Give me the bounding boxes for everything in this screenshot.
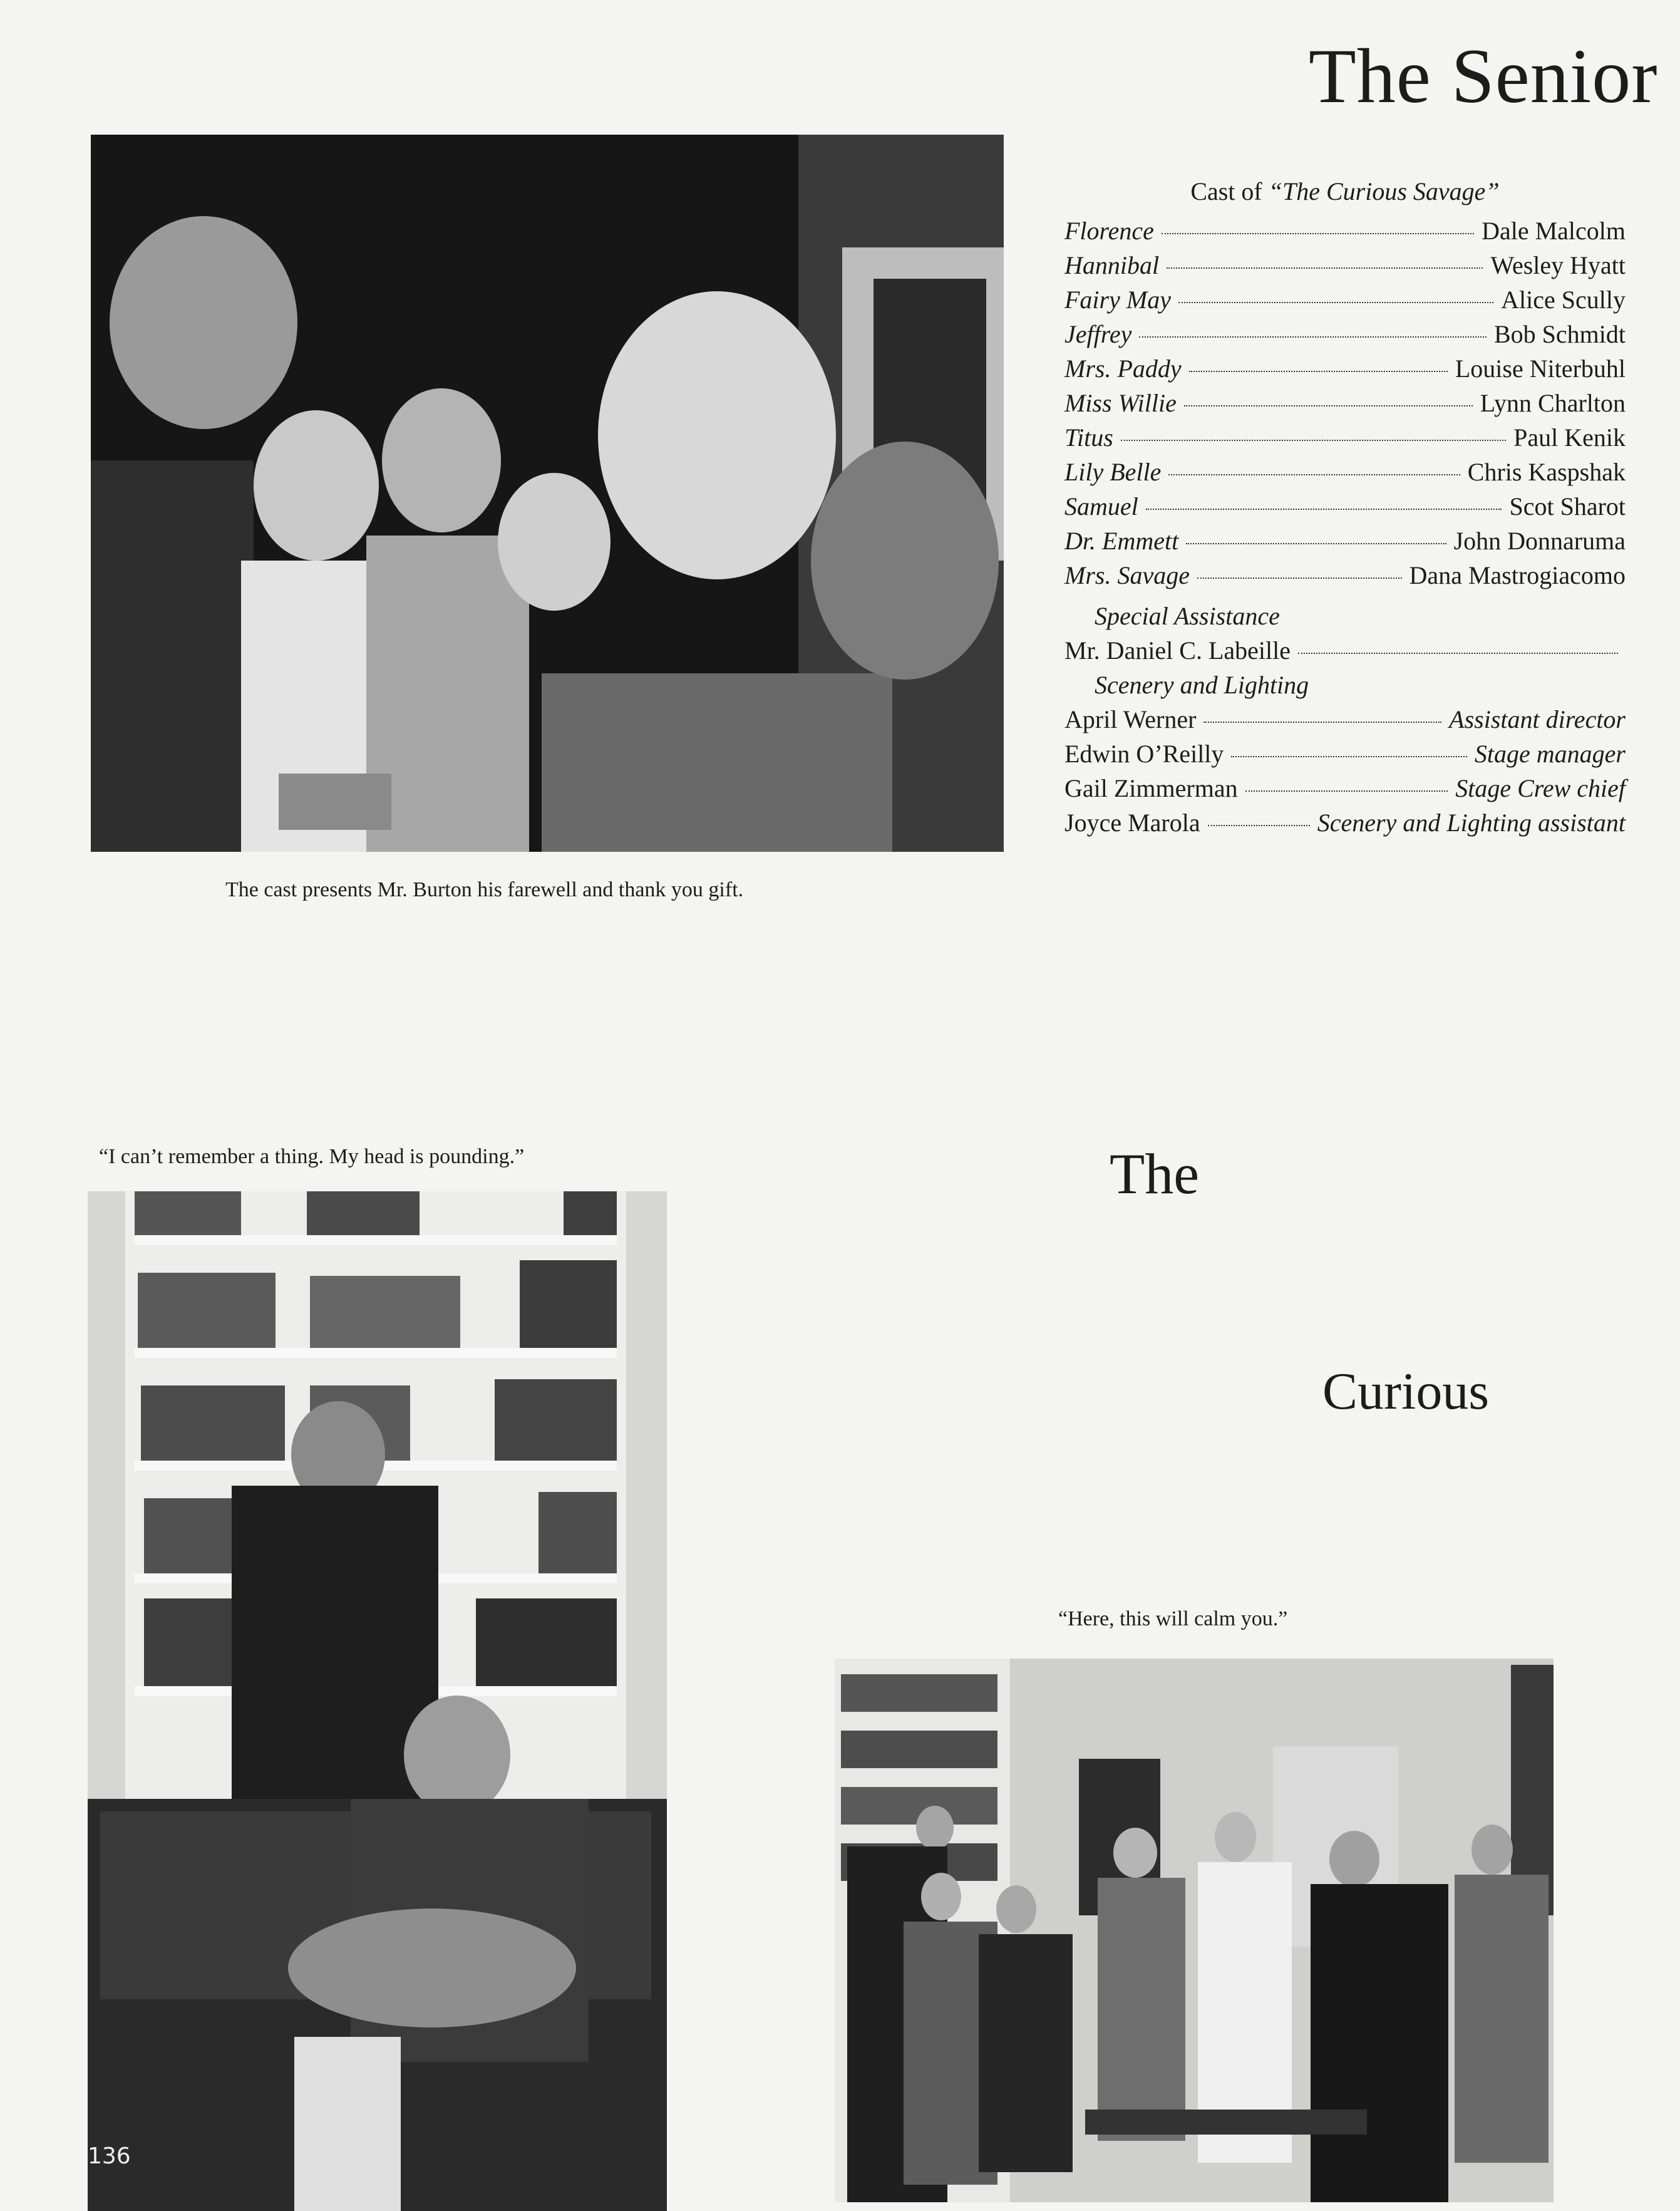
photo-caption-bottom-right: “Here, this will calm you.” [1058, 1607, 1288, 1630]
cast-role: Mrs. Savage [1064, 561, 1190, 589]
cast-list [1064, 177, 1626, 842]
cast-row [1064, 388, 1626, 423]
crew-name: Edwin O’Reilly [1064, 740, 1224, 768]
leader-dots [1184, 405, 1473, 406]
cast-actor: Lynn Charlton [1480, 389, 1626, 417]
crew-duty: Stage Crew chief [1455, 774, 1626, 802]
cast-role: Hannibal [1064, 251, 1160, 279]
crew-duty: Assistant director [1449, 705, 1626, 733]
leader-dots [1162, 233, 1474, 234]
title-word-curious: Curious [1322, 1362, 1490, 1421]
leader-dots [1189, 371, 1448, 372]
cast-row [1064, 285, 1626, 319]
cast-role: Miss Willie [1064, 389, 1177, 417]
cast-heading-prefix: Cast of [1190, 177, 1269, 205]
photo-calm-you [835, 1659, 1554, 2202]
special-assistance-row [1064, 636, 1626, 670]
cast-heading-title: “The Curious Savage” [1268, 177, 1500, 205]
leader-dots [1139, 336, 1487, 338]
leader-dots [1197, 577, 1402, 579]
cast-row [1064, 216, 1626, 251]
cast-role: Samuel [1064, 492, 1138, 520]
leader-dots [1167, 267, 1483, 269]
cast-actor: Dale Malcolm [1482, 217, 1626, 245]
cast-role: Mrs. Paddy [1064, 355, 1182, 383]
leader-dots [1298, 653, 1618, 654]
cast-actor: Scot Sharot [1509, 492, 1626, 520]
cast-row [1064, 251, 1626, 285]
leader-dots [1203, 722, 1441, 723]
cast-actor: John Donnaruma [1453, 527, 1626, 555]
photo-cast-gift [91, 135, 1004, 852]
leader-dots [1178, 302, 1493, 303]
cast-heading [1064, 177, 1626, 206]
title-word-the: The [1110, 1142, 1200, 1206]
cast-role: Lily Belle [1064, 458, 1162, 486]
cast-actor: Alice Scully [1501, 286, 1626, 314]
leader-dots [1121, 440, 1506, 441]
cast-row [1064, 561, 1626, 595]
scenery-lighting-heading: Scenery and Lighting [1095, 671, 1309, 699]
page-number: 136 [88, 2143, 131, 2169]
crew-name: Gail Zimmerman [1064, 774, 1238, 802]
crew-row [1064, 739, 1626, 774]
crew-row [1064, 705, 1626, 739]
crew-duty: Stage manager [1474, 740, 1626, 768]
cast-role: Titus [1064, 423, 1113, 452]
crew-duty: Scenery and Lighting assistant [1317, 809, 1626, 837]
cast-row [1064, 354, 1626, 388]
cast-actor: Bob Schmidt [1493, 320, 1626, 348]
photo-caption-bottom-left: “I can’t remember a thing. My head is pounding.” [99, 1145, 525, 1168]
leader-dots [1168, 474, 1460, 475]
cast-row [1064, 423, 1626, 457]
page-title: The Senior [1309, 33, 1658, 119]
special-assistance-heading: Special Assistance [1095, 602, 1280, 630]
leader-dots [1146, 509, 1502, 510]
crew-name: April Werner [1064, 705, 1197, 733]
leader-dots [1186, 543, 1446, 544]
cast-actor: Louise Niterbuhl [1455, 355, 1626, 383]
cast-row [1064, 526, 1626, 561]
crew-name: Joyce Marola [1064, 809, 1200, 837]
cast-role: Fairy May [1064, 286, 1171, 314]
special-person: Mr. Daniel C. Labeille [1064, 636, 1291, 665]
photo-caption-top: The cast presents Mr. Burton his farewell and thank you gift. [225, 878, 744, 901]
leader-dots [1208, 825, 1310, 826]
cast-role: Dr. Emmett [1064, 527, 1179, 555]
cast-row [1064, 457, 1626, 492]
cast-role: Florence [1064, 217, 1154, 245]
cast-role: Jeffrey [1064, 320, 1132, 348]
cast-actor: Dana Mastrogiacomo [1409, 561, 1626, 589]
cast-actor: Chris Kaspshak [1467, 458, 1626, 486]
photo-head-pounding [88, 1191, 667, 2211]
cast-actor: Wesley Hyatt [1490, 251, 1626, 279]
crew-row [1064, 774, 1626, 808]
crew-row [1064, 808, 1626, 842]
cast-actor: Paul Kenik [1513, 423, 1626, 452]
leader-dots [1245, 790, 1448, 792]
leader-dots [1231, 756, 1467, 757]
cast-row [1064, 319, 1626, 354]
cast-row [1064, 492, 1626, 526]
